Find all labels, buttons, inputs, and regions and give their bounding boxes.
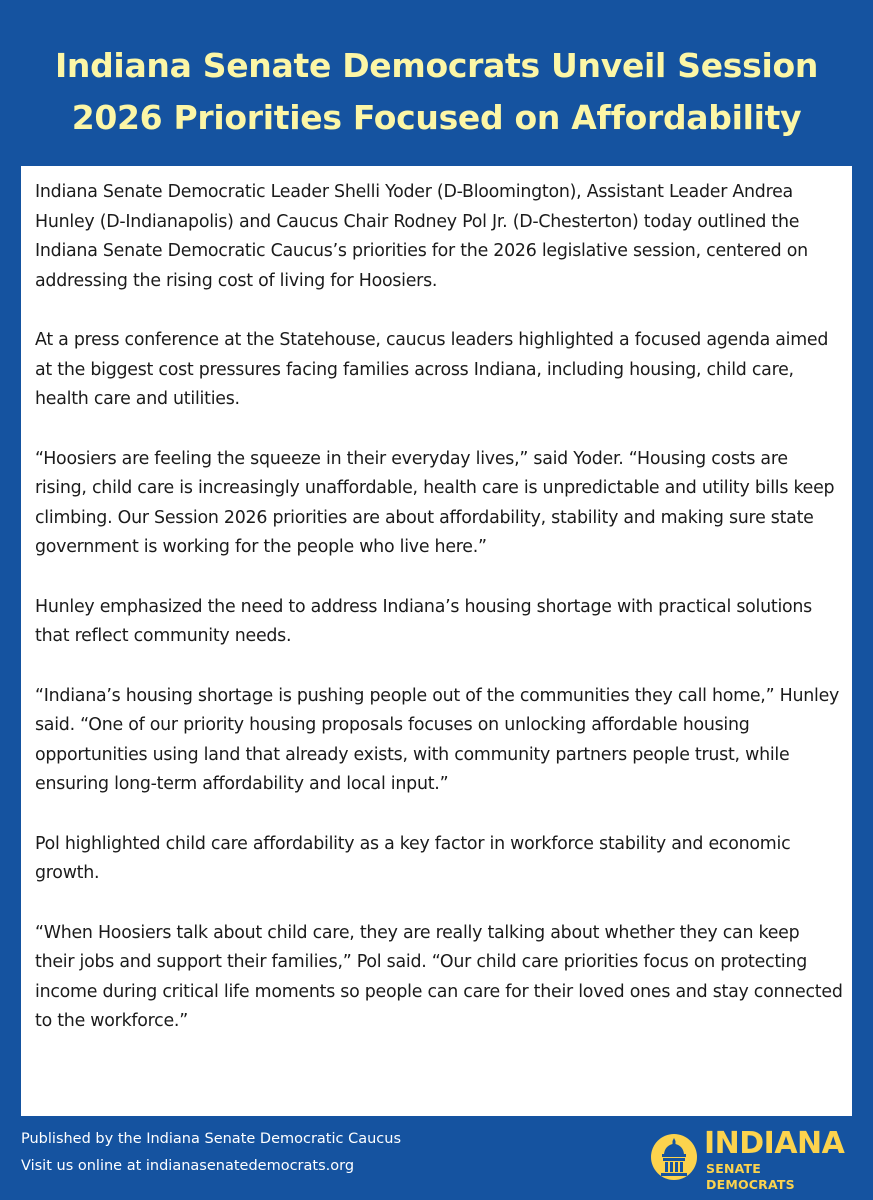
headline-line-2: 2026 Priorities Focused on Affordability xyxy=(71,98,802,137)
paragraph: “Hoosiers are feeling the squeeze in their everyday lives,” said Yoder. “Housing costs are rising, child care is increasingly unaffordable, health care is unpredictable and utility bills keep climbing. Our Session 2026 priorities are about affordability, stability and making sure state government is working for the people who live here.” xyxy=(35,448,835,557)
paragraph: Pol highlighted child care affordability as a key factor in workforce stability and economic growth. xyxy=(35,833,791,883)
headline xyxy=(0,40,873,144)
logo-wordmark: INDIANA xyxy=(704,1126,845,1161)
statehouse-icon xyxy=(650,1130,700,1182)
paragraph: “When Hoosiers talk about child care, they are really talking about whether they can keep their jobs and support their families,” Pol said. “Our child care priorities focus on protecting income during critical life moments so people can care for their loved ones and stay connected to the workforce.” xyxy=(35,922,843,1031)
article-body xyxy=(35,178,843,1067)
paragraph: Hunley emphasized the need to address Indiana’s housing shortage with practical solutions that reflect community needs. xyxy=(35,596,812,646)
article-card xyxy=(21,166,852,1116)
logo-subtitle: SENATE DEMOCRATS xyxy=(706,1161,795,1192)
indiana-senate-democrats-logo xyxy=(650,1126,850,1192)
paragraph: Indiana Senate Democratic Leader Shelli Yoder (D-Bloomington), Assistant Leader Andrea Hunley (D-Indianapolis) and Caucus Chair Rodney Pol Jr. (D-Chesterton) today outlined the Indiana Senate Democratic Caucus’s priorities for the 2026 legislative session, centered on addressing the rising cost of living for Hoosiers. xyxy=(35,182,808,291)
headline-line-1: Indiana Senate Democrats Unveil Session xyxy=(54,46,819,85)
paragraph: “Indiana’s housing shortage is pushing people out of the communities they call home,” Hunley said. “One of our priority housing proposals focuses on unlocking affordable housing opportunities using land that already exists, with community partners people trust, while ensuring long-term affordability and local input.” xyxy=(35,685,840,794)
footer-credits xyxy=(21,1126,401,1180)
website-link-text: Visit us online at indianasenatedemocrats.org xyxy=(21,1158,355,1174)
published-by-text: Published by the Indiana Senate Democratic Caucus xyxy=(21,1131,402,1147)
paragraph: At a press conference at the Statehouse, caucus leaders highlighted a focused agenda aimed at the biggest cost pressures facing families across Indiana, including housing, child care, health care and utilities. xyxy=(35,330,829,409)
